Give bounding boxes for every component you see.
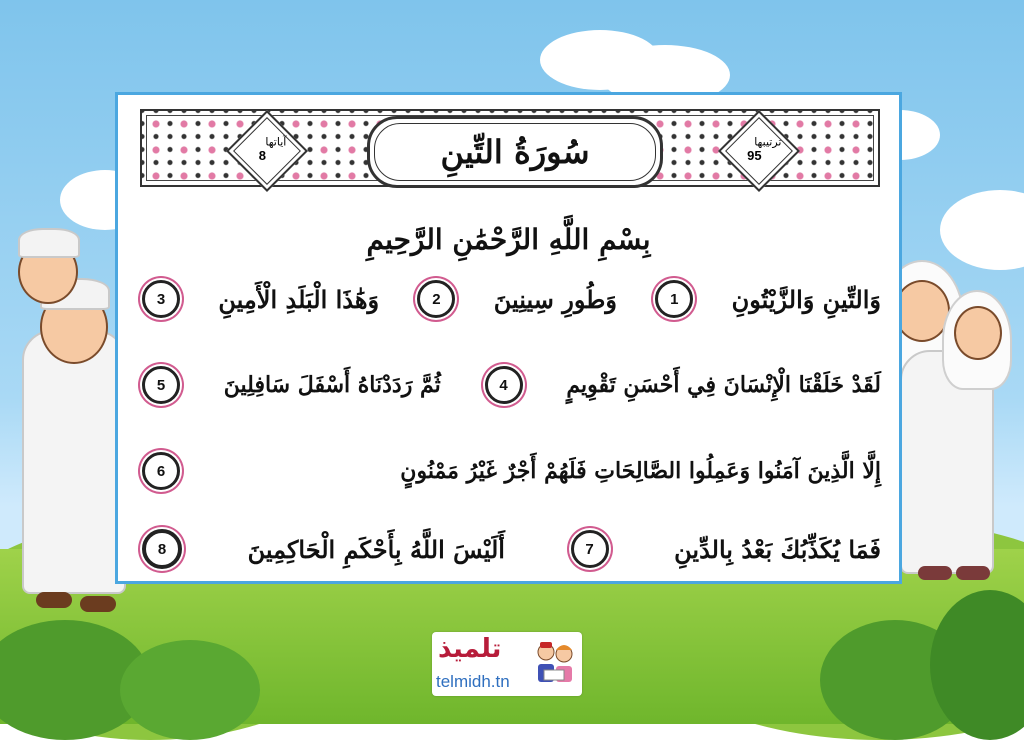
father-robe (22, 330, 126, 594)
daughter-head (954, 306, 1002, 360)
verse-number-marker: 3 (142, 280, 180, 318)
verse-text: إِلَّا الَّذِينَ آمَنُوا وَعَمِلُوا الصَّالِحَاتِ فَلَهُمْ أَجْرٌ غَيْرُ مَمْنُونٍ (400, 458, 881, 484)
verse-number-marker: 5 (142, 366, 180, 404)
son-cap (18, 228, 80, 258)
order-word: ترتيبها (754, 135, 782, 149)
verse-text: وَالتِّينِ وَالزَّيْتُونِ (731, 284, 881, 314)
verse-number-marker: 6 (142, 452, 180, 490)
surah-card (115, 92, 902, 584)
shoe (956, 566, 990, 580)
verse-number-marker: 7 (571, 530, 609, 568)
verse-text: ثُمَّ رَدَدْنَاهُ أَسْفَلَ سَافِلِينَ (223, 372, 441, 398)
verse-number-marker: 2 (417, 280, 455, 318)
verse-line-1 (136, 271, 881, 327)
shoe (80, 596, 116, 612)
shoe (36, 592, 72, 608)
verse-number-marker: 4 (485, 366, 523, 404)
order-number: 95 (747, 148, 762, 164)
order-medallion (718, 110, 800, 192)
verse-text: فَمَا يُكَذِّبُكَ بَعْدُ بِالدِّينِ (674, 534, 881, 564)
verses-word: آياتها (265, 135, 287, 149)
verse-line-4 (136, 521, 881, 577)
verses-count: 8 (258, 148, 267, 164)
verse-text: لَقَدْ خَلَقْنَا الْإِنْسَانَ فِي أَحْسَنِ تَقْوِيمٍ (566, 372, 881, 398)
shoe (918, 566, 952, 580)
verse-text: وَطُورِ سِينِينَ (493, 284, 617, 314)
reading-kids-icon (532, 640, 576, 688)
ornamental-banner (140, 109, 880, 187)
title-frame (367, 116, 663, 188)
verses-count-medallion (226, 110, 308, 192)
verse-text: وَهَٰذَا الْبَلَدِ الْأَمِينِ (218, 284, 380, 314)
telmidh-logo[interactable] (432, 632, 582, 696)
surah-title: سُورَةُ التِّينِ (440, 133, 590, 171)
bush (120, 640, 260, 740)
verse-number-marker: 8 (142, 529, 182, 569)
logo-arabic-text: تلميذ (438, 634, 502, 664)
verse-number-marker: 1 (655, 280, 693, 318)
verse-line-2 (136, 357, 881, 413)
logo-domain-text: telmidh.tn (436, 672, 510, 691)
verse-line-3 (136, 443, 881, 499)
basmala: بِسْمِ اللَّهِ الرَّحْمَٰنِ الرَّحِيمِ (366, 223, 651, 256)
verse-text: أَلَيْسَ اللَّهُ بِأَحْكَمِ الْحَاكِمِينَ (247, 534, 505, 564)
